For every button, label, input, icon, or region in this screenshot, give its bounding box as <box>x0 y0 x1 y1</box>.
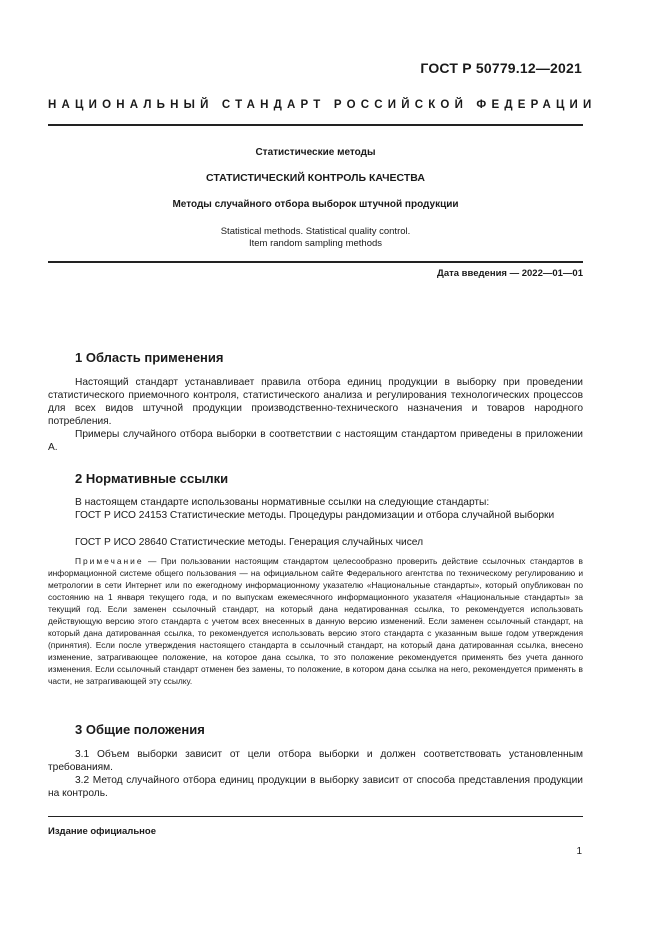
footer-rule <box>48 816 583 817</box>
section-2-paragraph-1: В настоящем стандарте использованы нормативные ссылки на следующие стандарты: <box>75 497 490 508</box>
note-text: — При пользовании настоящим стандартом целесообразно проверить действие ссылочных стандартов в информационной системе общего пользования — на официальном сайте Федерального агентства по техническому регулированию и метрологии в сети Интернет или по ежегодному информационному указателю «Национальные стандарты», который опубликован по состоянию на 1 января текущего года, и по выпускам ежемесячного информационного указателя «Национальные стандарты» за текущий год. Если заменен ссылочный стандарт, на который дана недатированная ссылка, то рекомендуется использовать действующую версию этого стандарта с учетом всех внесенных в данную версию изменений. Если заменен ссылочный стандарт, на который дана датированная ссылка, то рекомендуется использовать версию этого стандарта с указанным выше годом утверждения (принятия). Если после утверждения настоящего стандарта в ссылочный стандарт, на который дана датированная ссылка, внесено изменение, затрагивающее положение, на которое дана ссылка, то это положение рекомендуется применять без учета данного изменения. Если ссылочный стандарт отменен без замены, то положение, в котором дана ссылка на него, рекомендуется применять в части, не затрагивающей эту ссылку. <box>48 556 583 686</box>
effective-date: Дата введения — 2022—01—01 <box>437 268 583 279</box>
doc-code: ГОСТ Р 50779.12—2021 <box>420 60 582 76</box>
section-2-note <box>48 555 583 687</box>
section-3-paragraph-2: 3.2 Метод случайного отбора единиц продукции в выборку зависит от способа представления продукции на контроль. <box>48 775 583 799</box>
section-3-paragraph-1: 3.1 Объем выборки зависит от цели отбора выборки и должен соответствовать установленным требованиям. <box>48 749 583 773</box>
section-3-heading: 3 Общие положения <box>75 722 205 737</box>
title-line-2: СТАТИСТИЧЕСКИЙ КОНТРОЛЬ КАЧЕСТВА <box>206 172 425 184</box>
title-bottom-rule <box>48 261 583 263</box>
section-1-paragraph-2: Примеры случайного отбора выборки в соответствии с настоящим стандартом приведены в приложении А. <box>48 429 583 453</box>
edition-label: Издание официальное <box>48 826 156 837</box>
top-rule <box>48 124 583 126</box>
national-standard-banner: НАЦИОНАЛЬНЫЙ СТАНДАРТ РОССИЙСКОЙ ФЕДЕРАЦИИ <box>48 99 597 111</box>
section-2-reference-2: ГОСТ Р ИСО 28640 Статистические методы. Генерация случайных чисел <box>75 537 424 548</box>
title-line-1: Статистические методы <box>255 147 376 158</box>
section-2-reference-1: ГОСТ Р ИСО 24153 Статистические методы. Процедуры рандомизации и отбора случайной выборки <box>75 510 555 521</box>
title-english <box>48 226 583 250</box>
page-number: 1 <box>576 846 582 857</box>
section-1-heading: 1 Область применения <box>75 350 224 365</box>
title-english-line-2: Item random sampling methods <box>248 238 383 249</box>
section-1-paragraph-1: Настоящий стандарт устанавливает правила отбора единиц продукции в выборку при проведении статистического приемочного контроля, статистического анализа и регулирования технологических процессов для всех видов штучной продукции производственно-технического назначения и товаров народного потребления. <box>48 377 583 427</box>
note-label: Примечание <box>75 556 144 566</box>
title-english-line-1: Statistical methods. Statistical quality control. <box>220 226 411 237</box>
section-2-heading: 2 Нормативные ссылки <box>75 471 229 486</box>
title-line-3: Методы случайного отбора выборок штучной продукции <box>172 199 459 210</box>
